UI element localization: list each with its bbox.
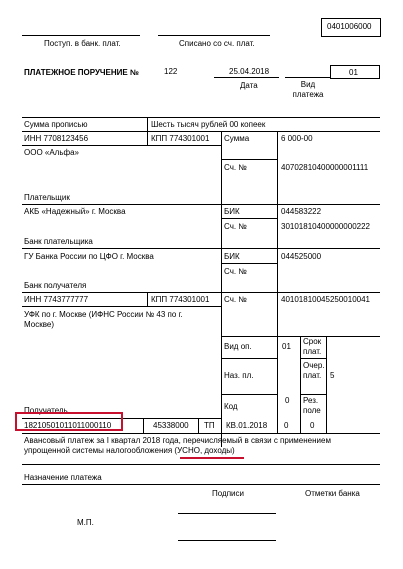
grid-line [22,292,380,293]
grid-line [277,131,278,433]
op-type-label: Вид оп. [224,342,252,351]
grid-line [221,418,222,433]
grid-line [221,159,277,160]
usn-income-text: (УСНО, доходы) [174,446,235,455]
doc-date-value: 0 [310,421,315,430]
doc-number-value: 0 [284,421,289,430]
basis-value: ТП [204,421,215,430]
sum-label: Сумма [224,134,250,143]
payee-corr-account-label: Сч. № [224,267,247,276]
tax-period-value: КВ.01.2018 [226,421,268,430]
document-date: 25.04.2018 [229,67,270,76]
term-label: Срок плат. [303,337,322,356]
grid-line [221,218,277,219]
grid-line [22,131,380,132]
payer-bank: АКБ «Надежный» г. Москва [24,207,126,216]
document-title: ПЛАТЕЖНОЕ ПОРУЧЕНИЕ № [24,68,139,77]
kbk-highlight [15,412,123,431]
code-value: 0 [285,396,290,405]
grid-line [326,418,327,433]
received-label: Поступ. в банк. плат. [44,39,121,48]
grid-line [22,433,380,434]
purpose-line-1: Авансовый платеж за I квартал 2018 года, перечисляемый в связи с применением [24,436,331,445]
date-label: Дата [240,81,258,90]
payee-bik: 044525000 [281,252,322,261]
payment-type-line [285,77,330,78]
payer-label: Плательщик [24,193,70,202]
payee-kpp: КПП 774301001 [151,295,210,304]
purpose-divider [22,464,380,465]
stamp-label: М.П. [77,518,94,527]
op-type: 01 [282,342,291,351]
debited-label: Списано со сч. плат. [179,39,255,48]
grid-line [22,204,380,205]
grid-line [300,358,326,359]
grid-line [300,418,301,433]
form-code: 0401006000 [327,22,372,31]
payer-inn: ИНН 7708123456 [24,134,89,143]
grid-line [221,394,277,395]
grid-line [198,418,199,433]
signatures-label: Подписи [212,489,244,498]
grid-line [300,394,326,395]
grid-line [147,292,148,306]
grid-line [22,248,380,249]
code-label: Код [224,402,238,411]
grid-line [147,131,148,145]
payee-bik-label: БИК [224,252,240,261]
priority-label: Очер. плат. [303,361,325,380]
purpose-line-2 [24,447,235,455]
payment-type-label: Вид платежа [292,80,324,99]
grid-line [22,145,221,146]
payer-bik: 044583222 [281,207,322,216]
purpose-line-2-text: упрощенной системы налогообложения [24,446,175,455]
grid-line [147,117,148,131]
status-value: 01 [349,68,358,77]
payer-corr-account-label: Сч. № [224,222,247,231]
grid-line [22,117,380,118]
bank-marks-label: Отметки банка [305,489,360,498]
payer-corr-account: 30101810400000000222 [281,222,370,231]
purpose-label: Назначение платежа [24,473,102,482]
oktmo-value: 45338000 [153,421,189,430]
payer-account: 40702810400000001111 [281,163,369,172]
grid-line [221,358,277,359]
payee-bank-label: Банк получателя [24,281,87,290]
payee-name: УФК по г. Москве (ИФНС России № 43 по г. Москве) [24,310,183,329]
amount-words-label: Сумма прописью [24,120,88,129]
payee-account-label: Сч. № [224,295,247,304]
payee-label: Получатель [24,406,68,415]
grid-line [22,306,221,307]
payer-kpp: КПП 774301001 [151,134,210,143]
payee-bank: ГУ Банка России по ЦФО г. Москва [24,252,154,261]
usn-underline [180,457,244,459]
payer-account-label: Сч. № [224,163,247,172]
grid-line [221,131,222,447]
debited-line [158,35,270,36]
payee-inn: ИНН 7743777777 [24,295,89,304]
payer-name: ООО «Альфа» [24,148,79,157]
payer-bik-label: БИК [224,207,240,216]
priority-value: 5 [330,371,335,380]
grid-line [277,418,278,433]
document-number: 122 [164,67,178,76]
date-line [214,77,279,78]
purpose-label-line [22,484,380,485]
signature-line-1 [178,513,276,514]
grid-line [143,418,144,433]
amount-words: Шесть тысяч рублей 00 копеек [151,120,266,129]
kbk-value: 18210501011011000110 [24,421,112,430]
received-line [22,35,140,36]
signature-line-2 [178,540,276,541]
sum-value: 6 000-00 [281,134,313,143]
grid-line [221,263,277,264]
payee-account: 40101810045250010041 [281,295,370,304]
purpose-code-label: Наз. пл. [224,371,254,380]
payer-bank-label: Банк плательщика [24,237,93,246]
reserve-label: Рез. поле [303,396,321,415]
